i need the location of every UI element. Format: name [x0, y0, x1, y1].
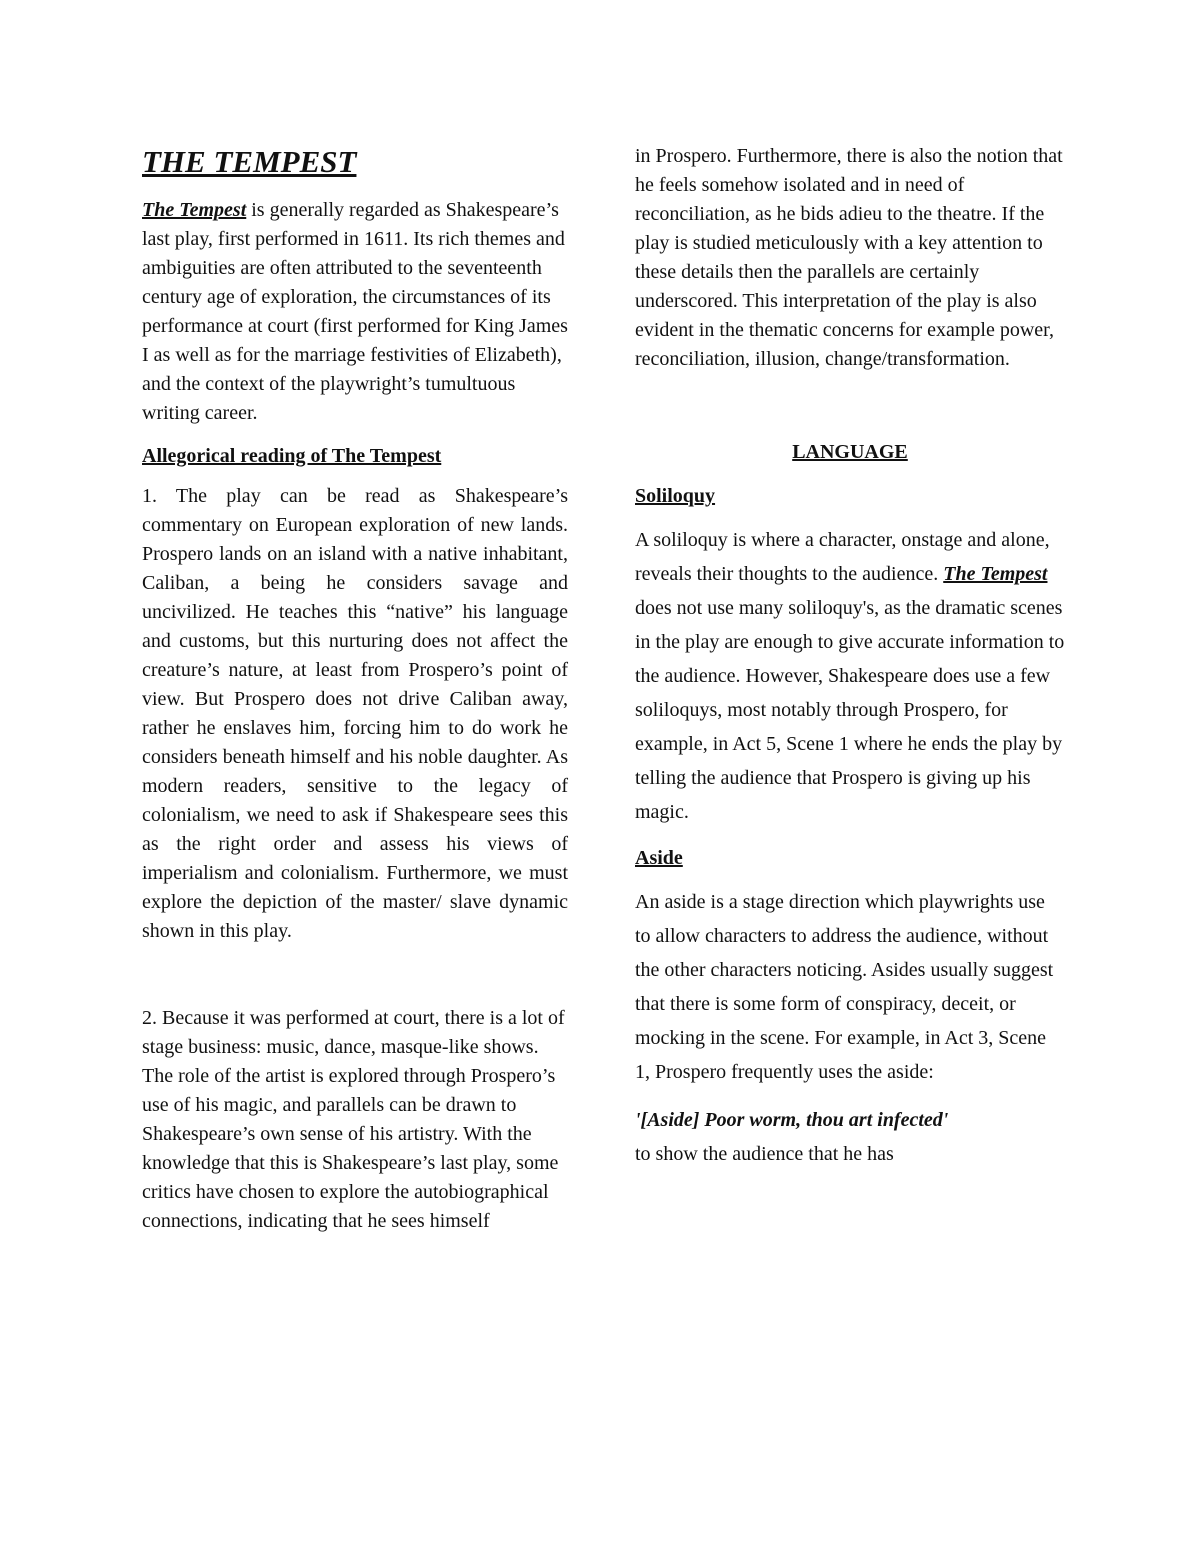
intro-text: is generally regarded as Shakespeare’s last play, first performed in 1611. Its rich themes and ambiguities are often attributed to the seventeenth century age of exploration, the circumstances of its performance at court (first performed for King James I as well as for the marriage festivities of Elizabeth), and the context of the playwright’s tumultuous writing career. — [142, 199, 568, 424]
allegorical-heading: Allegorical reading of The Tempest — [142, 445, 442, 467]
document-title: THE TEMPEST — [142, 144, 357, 179]
left-column — [142, 142, 568, 1236]
soliloquy-title-ref: The Tempest — [943, 563, 1048, 585]
continuation-paragraph: in Prospero. Furthermore, there is also the notion that he feels somehow isolated and in need of reconciliation, as he bids adieu to the theatre. If the play is studied meticulously with a key attention to these details then the parallels are certainly underscored. This interpretation of the play is also evident in the thematic concerns for example power, reconciliation, illusion, change/transformation. — [635, 145, 1063, 370]
aside-paragraph: An aside is a stage direction which playwrights use to allow characters to address the audience, without the other characters noticing. Asides usually suggest that there is some form of conspiracy, deceit, or mocking in the scene. For example, in Act 3, Scene 1, Prospero frequently uses the aside: — [635, 891, 1054, 1083]
aside-after-quote: to show the audience that he has — [635, 1143, 894, 1165]
intro-title-ref: The Tempest — [142, 199, 247, 221]
point-2-paragraph: 2. Because it was performed at court, there is a lot of stage business: music, dance, masque-like shows. The role of the artist is explored through Prospero’s use of his magic, and parallels can be drawn to Shakespeare’s own sense of his artistry. With the knowledge that this is Shakespeare’s last play, some critics have chosen to explore the autobiographical connections, indicating that he sees himself — [142, 1007, 565, 1232]
soliloquy-text-after: does not use many soliloquy's, as the dramatic scenes in the play are enough to give accurate information to the audience. However, Shakespeare does use a few soliloquys, most notably through Prospero, for example, in Act 5, Scene 1 where he ends the play by telling the audience that Prospero is giving up his magic. — [635, 597, 1065, 823]
aside-heading: Aside — [635, 847, 683, 869]
point-1-paragraph: 1. The play can be read as Shakespeare’s commentary on European exploration of new lands. Prospero lands on an island with a native inhabitant, Caliban, a being he considers savage and uncivilized. He teaches this “native” his language and customs, but this nurturing does not affect the creature’s nature, at least from Prospero’s point of view. But Prospero does not drive Caliban away, rather he enslaves him, forcing him to do work he considers beneath himself and his noble daughter. As modern readers, sensitive to the legacy of colonialism, we need to ask if Shakespeare sees this as the right order and assess his views of imperialism and colonialism. Furthermore, we must explore the depiction of the master/ slave dynamic shown in this play. — [142, 485, 568, 942]
aside-quote: '[Aside] Poor worm, thou art infected' — [635, 1109, 949, 1131]
language-heading: LANGUAGE — [792, 441, 908, 463]
right-column — [635, 142, 1065, 1171]
soliloquy-paragraph — [635, 523, 1065, 829]
intro-paragraph — [142, 196, 568, 428]
soliloquy-text-before: A soliloquy is where a character, onstage and alone, reveals their thoughts to the audience. — [635, 529, 1050, 585]
soliloquy-heading: Soliloquy — [635, 485, 716, 507]
aside-quote-paragraph — [635, 1103, 1065, 1171]
